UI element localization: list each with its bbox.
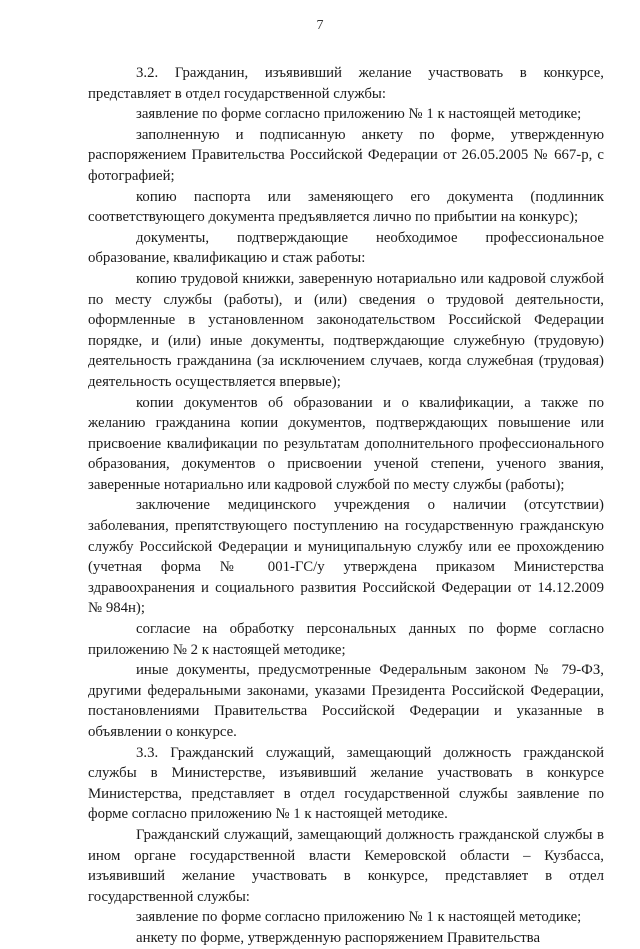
- list-item-questionnaire: заполненную и подписанную анкету по форме, утвержденную распоряжением Правительства Российской Федерации от 26.05.2005 № 667-р, с фотографией;: [88, 126, 604, 184]
- list-item-diploma-copies: копии документов об образовании и о квалификации, а также по желанию гражданина копии документов, подтверждающих повышение или присвоение квалификации по результатам дополнительного профессионального образования, документов о присвоении ученой степени, ученого звания, заверенные нотариально или кадровой службой по месту службы (работы);: [88, 394, 604, 493]
- list-item-education-documents: документы, подтверждающие необходимое профессиональное образование, квалификацию и стаж работы:: [88, 229, 604, 267]
- document-body: [88, 63, 604, 949]
- list-item-application: заявление по форме согласно приложению № 1 к настоящей методике;: [136, 106, 582, 123]
- list-item-work-record: копию трудовой книжки, заверенную нотариально или кадровой службой по месту службы (работы), и (или) сведения о трудовой деятельности, оформленные в установленном законодательством Российской Федерации порядке, и (или) иные документы, подтверждающие служебную (трудовую) деятельность гражданина (за исключением случаев, когда служебная (трудовая) деятельность осуществляется впервые);: [88, 270, 604, 390]
- paragraph-3-3: 3.3. Гражданский служащий, замещающий должность гражданской службы в Министерстве, изъявивший желание участвовать в конкурсе Министерства, представляет в отдел государственной службы заявление по форме согласно приложению № 1 к настоящей методике.: [88, 744, 604, 823]
- list-item-application-2: заявление по форме согласно приложению № 1 к настоящей методике;: [136, 909, 582, 926]
- paragraph-other-body-servant: Гражданский служащий, замещающий должность гражданской службы в ином органе государственной власти Кемеровской области – Кузбасса, изъявивший желание участвовать в конкурсе, представляет в отдел государственной службы:: [88, 826, 604, 905]
- list-item-data-consent: согласие на обработку персональных данных по форме согласно приложению № 2 к настоящей методике;: [88, 621, 604, 658]
- list-item-other-documents: иные документы, предусмотренные Федеральным законом № 79-ФЗ, другими федеральными законами, указами Президента Российской Федерации, постановлениями Правительства Российской Федерации и указанные в объявлении о конкурсе.: [88, 662, 604, 740]
- list-item-medical-certificate: заключение медицинского учреждения о наличии (отсутствии) заболевания, препятствующего поступлению на государственную гражданскую службу Российской Федерации и муниципальную службу или ее прохождению (учетная форма № 001-ГС/у утверждена приказом Министерства здравоохранения и социального развития Российской Федерации от 14.12.2009 № 984н);: [88, 497, 604, 617]
- list-item-passport: копию паспорта или заменяющего его документа (подлинник соответствующего документа предъявляется лично по прибытии на конкурс);: [88, 188, 604, 226]
- page-number: 7: [316, 18, 324, 33]
- list-item-questionnaire-2: анкету по форме, утвержденную распоряжением Правительства: [136, 929, 541, 946]
- paragraph-3-2: 3.2. Гражданин, изъявивший желание участвовать в конкурсе, представляет в отдел государственной службы:: [88, 65, 604, 102]
